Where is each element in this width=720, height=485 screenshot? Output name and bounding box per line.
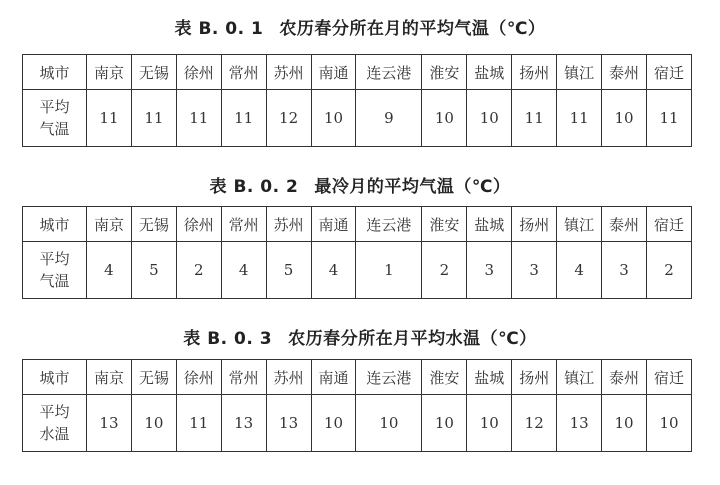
table-caption-text: 农历春分所在月的平均气温（℃）	[279, 19, 546, 39]
header-label: 城市	[23, 360, 87, 395]
table-caption-b01	[0, 14, 720, 39]
value-cell: 5	[266, 242, 311, 299]
table-header-row	[23, 55, 692, 90]
value-cell: 12	[266, 90, 311, 147]
value-cell: 12	[512, 395, 557, 452]
value-cell: 11	[131, 90, 176, 147]
city-cell: 淮安	[422, 207, 467, 242]
city-cell: 淮安	[422, 360, 467, 395]
value-cell: 4	[557, 242, 602, 299]
city-cell: 连云港	[356, 207, 422, 242]
value-cell: 4	[87, 242, 132, 299]
city-cell: 扬州	[512, 207, 557, 242]
city-cell: 盐城	[467, 207, 512, 242]
value-cell: 10	[646, 395, 691, 452]
row-label-line: 气温	[39, 120, 70, 138]
city-cell: 宿迁	[646, 55, 691, 90]
city-cell: 连云港	[356, 55, 422, 90]
value-cell: 1	[356, 242, 422, 299]
value-cell: 10	[311, 395, 356, 452]
table-header-row	[23, 360, 692, 395]
value-cell: 10	[422, 90, 467, 147]
value-cell: 2	[176, 242, 221, 299]
city-cell: 常州	[221, 207, 266, 242]
value-cell: 11	[646, 90, 691, 147]
value-cell: 10	[602, 395, 647, 452]
city-cell: 常州	[221, 360, 266, 395]
city-cell: 徐州	[176, 207, 221, 242]
value-cell: 10	[356, 395, 422, 452]
value-cell: 11	[87, 90, 132, 147]
city-cell: 南京	[87, 360, 132, 395]
value-cell: 13	[557, 395, 602, 452]
row-label	[23, 395, 87, 452]
city-cell: 南通	[311, 207, 356, 242]
city-cell: 南京	[87, 55, 132, 90]
table-value-row	[23, 242, 692, 299]
city-cell: 宿迁	[646, 207, 691, 242]
city-cell: 无锡	[131, 55, 176, 90]
row-label	[23, 242, 87, 299]
value-cell: 3	[602, 242, 647, 299]
city-cell: 徐州	[176, 360, 221, 395]
value-cell: 11	[512, 90, 557, 147]
row-label-line: 水温	[39, 425, 70, 443]
city-cell: 无锡	[131, 360, 176, 395]
table-caption-b02	[0, 172, 720, 197]
value-cell: 3	[467, 242, 512, 299]
value-cell: 11	[557, 90, 602, 147]
table-value-row	[23, 90, 692, 147]
city-cell: 泰州	[602, 55, 647, 90]
table-b03	[22, 359, 692, 452]
city-cell: 徐州	[176, 55, 221, 90]
city-cell: 苏州	[266, 360, 311, 395]
table-caption-b03	[0, 324, 720, 349]
city-cell: 镇江	[557, 207, 602, 242]
value-cell: 13	[87, 395, 132, 452]
value-cell: 10	[467, 395, 512, 452]
city-cell: 扬州	[512, 360, 557, 395]
city-cell: 南通	[311, 360, 356, 395]
city-cell: 南通	[311, 55, 356, 90]
value-cell: 11	[176, 90, 221, 147]
value-cell: 4	[221, 242, 266, 299]
city-cell: 淮安	[422, 55, 467, 90]
city-cell: 扬州	[512, 55, 557, 90]
city-cell: 宿迁	[646, 360, 691, 395]
value-cell: 13	[266, 395, 311, 452]
table-caption-text: 最冷月的平均气温（℃）	[314, 177, 511, 197]
city-cell: 苏州	[266, 207, 311, 242]
value-cell: 10	[131, 395, 176, 452]
value-cell: 10	[467, 90, 512, 147]
row-label	[23, 90, 87, 147]
value-cell: 11	[176, 395, 221, 452]
value-cell: 10	[422, 395, 467, 452]
header-label: 城市	[23, 55, 87, 90]
row-label-line: 平均	[39, 98, 70, 116]
city-cell: 无锡	[131, 207, 176, 242]
value-cell: 9	[356, 90, 422, 147]
value-cell: 10	[602, 90, 647, 147]
row-label-line: 平均	[39, 250, 70, 268]
city-cell: 镇江	[557, 360, 602, 395]
value-cell: 5	[131, 242, 176, 299]
city-cell: 镇江	[557, 55, 602, 90]
city-cell: 苏州	[266, 55, 311, 90]
city-cell: 泰州	[602, 360, 647, 395]
table-b01	[22, 54, 692, 147]
row-label-line: 平均	[39, 403, 70, 421]
row-label-line: 气温	[39, 272, 70, 290]
city-cell: 泰州	[602, 207, 647, 242]
city-cell: 盐城	[467, 55, 512, 90]
header-label: 城市	[23, 207, 87, 242]
value-cell: 2	[646, 242, 691, 299]
value-cell: 11	[221, 90, 266, 147]
value-cell: 3	[512, 242, 557, 299]
table-b02	[22, 206, 692, 299]
table-caption-id: 表 B. 0. 3	[183, 329, 273, 349]
table-value-row	[23, 395, 692, 452]
value-cell: 13	[221, 395, 266, 452]
table-caption-id: 表 B. 0. 2	[209, 177, 299, 197]
value-cell: 2	[422, 242, 467, 299]
table-caption-id: 表 B. 0. 1	[174, 19, 264, 39]
table-header-row	[23, 207, 692, 242]
city-cell: 连云港	[356, 360, 422, 395]
value-cell: 4	[311, 242, 356, 299]
table-caption-text: 农历春分所在月平均水温（℃）	[288, 329, 537, 349]
value-cell: 10	[311, 90, 356, 147]
city-cell: 南京	[87, 207, 132, 242]
city-cell: 盐城	[467, 360, 512, 395]
city-cell: 常州	[221, 55, 266, 90]
